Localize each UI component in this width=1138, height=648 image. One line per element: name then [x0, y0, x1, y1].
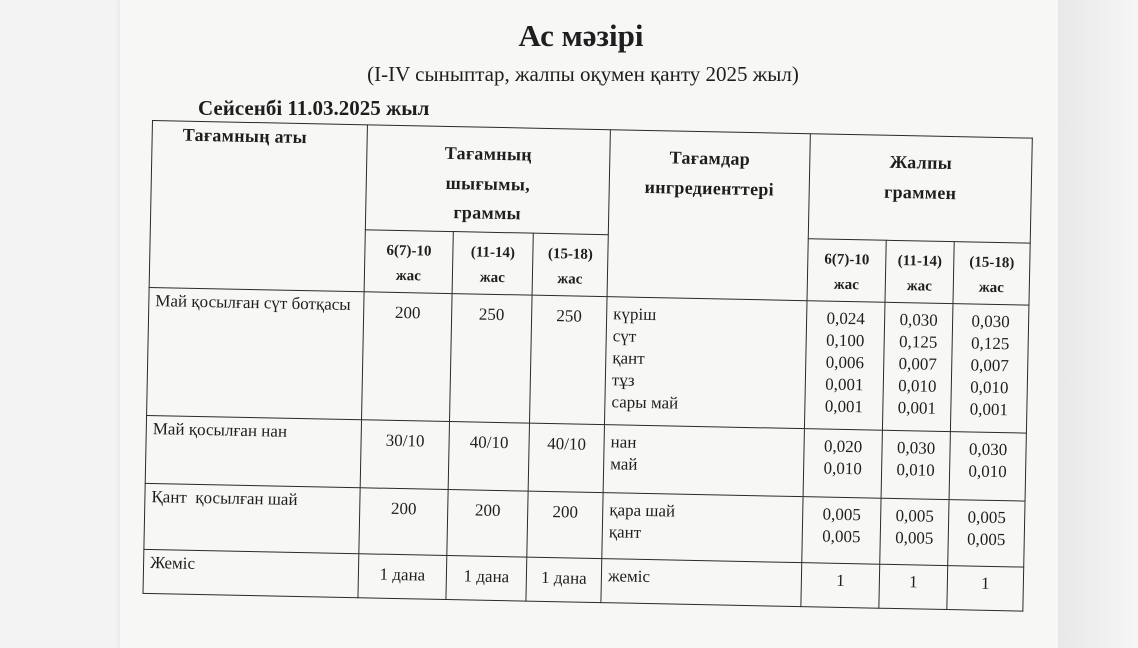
yield-value: 200: [447, 489, 528, 557]
menu-date: Сейсенбі 11.03.2025 жыл: [198, 96, 430, 120]
age-range: (11-14): [897, 253, 943, 270]
total-cell: [801, 562, 880, 608]
page-edge-shadow: [1058, 0, 1138, 648]
total-value: 0,030: [968, 439, 1008, 459]
age-range: (15-18): [547, 246, 594, 263]
table-row: [147, 287, 1029, 433]
yield-value: 250: [530, 295, 608, 424]
ingredient: тұз: [611, 370, 635, 390]
dish-name: Май қосылған сүт ботқасы: [147, 287, 365, 419]
yield-value: 200: [362, 291, 453, 421]
total-cell: [880, 498, 949, 565]
yield-value: 1 дана: [526, 557, 602, 602]
header-total-line: Жалпы: [889, 151, 953, 174]
total-value: 0,005: [966, 529, 1006, 549]
total-age-15-18: [953, 242, 1030, 305]
header-dish-name: Тағамның аты: [149, 121, 367, 292]
yield-value: 200: [359, 487, 448, 555]
total-cell: [881, 430, 950, 499]
header-yield-line: Тағамның: [444, 142, 533, 165]
header-yield: [365, 125, 610, 235]
ingredient: қант: [608, 521, 642, 542]
total-value: 0,005: [822, 504, 862, 524]
yield-age-6-10: [364, 230, 453, 293]
yield-value: 1 дана: [446, 555, 527, 601]
header-yield-line: шығымы,: [445, 172, 531, 195]
dish-name: Май қосылған нан: [145, 415, 361, 487]
total-age-6-10: [807, 239, 886, 302]
total-value: 0,030: [971, 311, 1010, 331]
menu-table: [142, 120, 1032, 611]
age-unit: жас: [479, 269, 506, 286]
yield-value: 200: [527, 491, 603, 558]
total-cell: [802, 496, 881, 564]
yield-value: 30/10: [360, 419, 449, 489]
total-value: 0,030: [899, 309, 938, 330]
ingredient: күріш: [613, 303, 657, 324]
total-value: 0,001: [824, 396, 864, 417]
total-cell: [947, 565, 1024, 611]
total-value: 0,024: [826, 308, 866, 328]
total-value: 0,010: [823, 458, 862, 478]
total-value: 0,005: [895, 505, 935, 526]
menu-title: Ас мәзірі: [518, 18, 644, 53]
total-value: 0,005: [894, 527, 934, 548]
total-cell: [949, 431, 1026, 501]
total-cell: [879, 564, 948, 609]
age-unit: жас: [978, 279, 1005, 296]
total-value: 0,007: [970, 355, 1010, 375]
total-cell: [803, 428, 882, 498]
yield-value: 40/10: [448, 421, 529, 491]
ingredients-cell: [602, 492, 803, 562]
total-value: 0,001: [897, 397, 937, 418]
ingredient: қара шай: [609, 499, 676, 521]
total-value: 0,100: [825, 330, 865, 350]
menu-subtitle: (I-IV сыныптар, жалпы оқумен қанту 2025 жыл): [367, 62, 799, 86]
ingredients-cell: [601, 558, 802, 606]
age-unit: жас: [557, 270, 583, 288]
age-range: (15-18): [969, 254, 1015, 272]
ingredient: нан: [610, 431, 637, 452]
ingredient: май: [610, 453, 638, 474]
total-value: 0,125: [898, 331, 938, 352]
yield-value: 40/10: [528, 423, 604, 492]
total-cell: [948, 499, 1025, 567]
total-value: 0,007: [898, 353, 938, 374]
header-ingredients-line: ингредиенттері: [644, 176, 775, 200]
total-value: 0,010: [968, 461, 1007, 481]
ingredient: қант: [612, 348, 645, 368]
menu-table-wrapper: [142, 120, 1032, 611]
total-value: 0,010: [970, 377, 1009, 398]
ingredient: жеміс: [607, 565, 651, 586]
age-range: 6(7)-10: [386, 242, 432, 260]
header-row: [150, 121, 1032, 244]
age-unit: жас: [906, 277, 933, 295]
header-ingredients-line: Тағамдар: [669, 147, 751, 170]
total-value: 0,125: [970, 333, 1010, 353]
header-total-line: граммен: [883, 181, 957, 203]
total-value: 0,010: [898, 375, 937, 396]
total-cell: [804, 300, 885, 430]
ingredient: сүт: [612, 325, 637, 346]
total-value: 0,005: [967, 507, 1007, 527]
ingredient: сары май: [611, 392, 679, 413]
yield-value: 1 дана: [358, 553, 447, 599]
header-yield-line: граммы: [453, 202, 522, 224]
yield-age-11-14: [452, 232, 533, 295]
age-range: (11-14): [470, 244, 516, 262]
total-value: 1: [835, 570, 845, 590]
total-value: 0,020: [823, 436, 863, 456]
total-value: 0,006: [825, 352, 865, 373]
total-value: 0,001: [825, 374, 864, 395]
header-ingredients: [607, 130, 810, 301]
total-value: 1: [980, 573, 990, 593]
yield-value: 250: [450, 293, 533, 423]
total-value: 1: [908, 571, 918, 592]
header-total: [808, 134, 1032, 243]
age-unit: жас: [395, 267, 422, 285]
dish-name: Жеміс: [143, 549, 359, 597]
total-value: 0,005: [822, 526, 861, 546]
dish-name: Қант қосылған шай: [144, 483, 360, 553]
total-cell: [950, 303, 1029, 432]
total-value: 0,001: [969, 399, 1009, 420]
total-value: 0,010: [896, 459, 935, 480]
age-unit: жас: [833, 276, 860, 294]
age-range: 6(7)-10: [824, 251, 870, 269]
yield-age-15-18: [532, 233, 608, 296]
ingredients-cell: [603, 424, 804, 496]
ingredients-cell: [605, 296, 808, 428]
total-cell: [882, 302, 953, 431]
total-age-11-14: [885, 240, 954, 303]
total-value: 0,030: [896, 437, 936, 458]
